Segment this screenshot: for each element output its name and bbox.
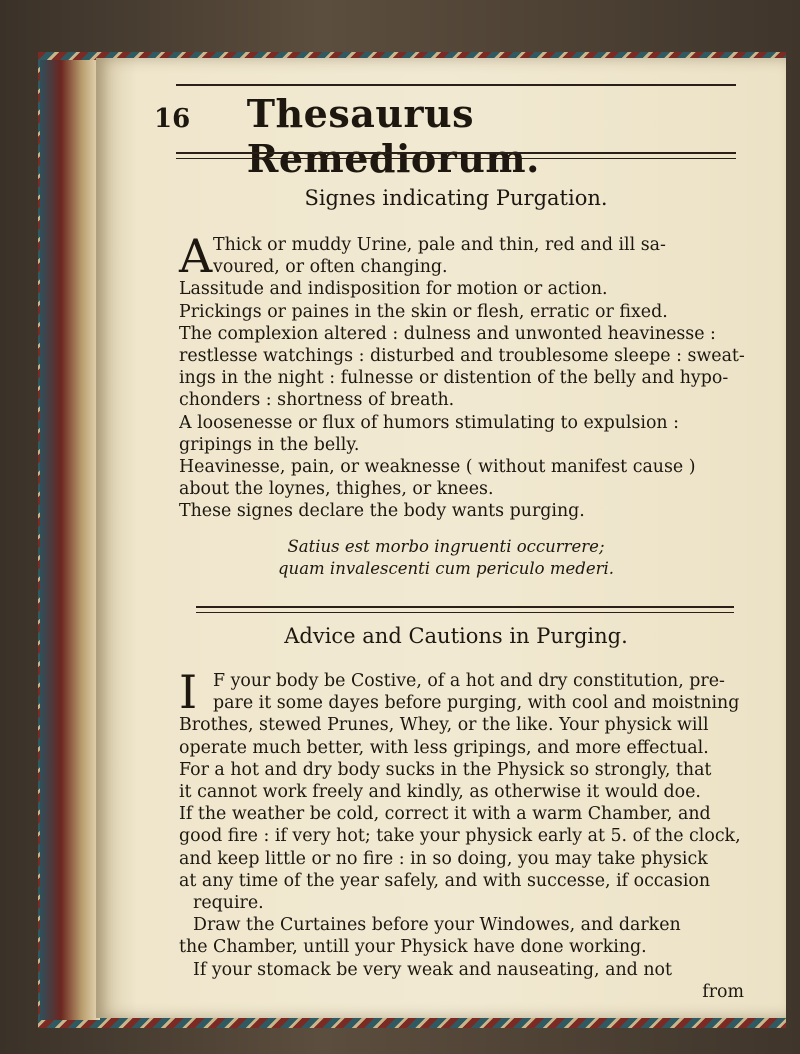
section-heading-signes: Signes indicating Purgation. (304, 186, 608, 210)
text-line: Prickings or paines in the skin or flesh, erratic or fixed. (179, 301, 668, 322)
text-line: ings in the night : fulnesse or distention of the belly and hypo- (179, 368, 729, 389)
section-divider (196, 606, 734, 613)
running-title: Thesaurus Remediorum. (246, 91, 540, 181)
text-line: If your stomack be very weak and nauseating, and not (193, 959, 672, 980)
text-line: and keep little or no fire : in so doing, you may take physick (179, 848, 708, 869)
catchword: from (702, 981, 744, 1002)
text-line: Thick or muddy Urine, pale and thin, red and ill sa- (213, 235, 666, 255)
signes-text-block (179, 229, 752, 523)
book-page (96, 58, 786, 1018)
header-bottom-rule (176, 152, 736, 154)
text-line: F your body be Costive, of a hot and dry constitution, pre- (213, 671, 725, 691)
section-heading-advice: Advice and Cautions in Purging. (284, 624, 628, 648)
text-line: require. (193, 893, 264, 914)
text-line: the Chamber, untill your Physick have done working. (179, 937, 647, 958)
advice-text-block (179, 665, 752, 1003)
text-line: operate much better, with less gripings, and more effectual. (179, 737, 709, 758)
text-line: about the loynes, thighes, or knees. (179, 479, 494, 500)
page-header (154, 91, 746, 181)
latin-maxim (106, 536, 786, 580)
text-line: The complexion altered : dulness and unwonted heavinesse : (179, 323, 716, 344)
header-bottom-rule-thin (176, 158, 736, 159)
text-line: For a hot and dry body sucks in the Physick so strongly, that (179, 759, 712, 780)
page-number: 16 (154, 104, 191, 134)
header-top-rule (176, 84, 736, 86)
text-line: at any time of the year safely, and with successe, if occasion (179, 870, 711, 891)
text-line: good fire : if very hot; take your physick early at 5. of the clock, (179, 826, 741, 847)
text-line: voured, or often changing. (213, 257, 448, 278)
text-line: chonders : shortness of breath. (179, 390, 455, 411)
text-line: Lassitude and indisposition for motion or action. (179, 279, 608, 300)
page-gutter-edge (40, 60, 100, 1020)
drop-cap-a: A (179, 229, 213, 283)
latin-maxim-line: quam invalescenti cum periculo mederi. (278, 559, 614, 578)
text-line: gripings in the belly. (179, 434, 360, 455)
text-line: Draw the Curtaines before your Windowes, and darken (193, 915, 681, 936)
text-line: Brothes, stewed Prunes, Whey, or the like. Your physick will (179, 715, 709, 736)
text-line: These signes declare the body wants purging. (179, 501, 585, 522)
text-line: restlesse watchings : disturbed and troublesome sleepe : sweat- (179, 346, 745, 367)
drop-cap-i: I (179, 665, 198, 719)
text-line: it cannot work freely and kindly, as otherwise it would doe. (179, 782, 701, 803)
text-line: If the weather be cold, correct it with a warm Chamber, and (179, 804, 711, 825)
text-line: pare it some dayes before purging, with cool and moistning (213, 693, 740, 714)
text-line: Heavinesse, pain, or weaknesse ( without manifest cause ) (179, 457, 696, 478)
text-line: A loosenesse or flux of humors stimulating to expulsion : (179, 412, 680, 433)
latin-maxim-line: Satius est morbo ingruenti occurrere; (287, 537, 605, 556)
